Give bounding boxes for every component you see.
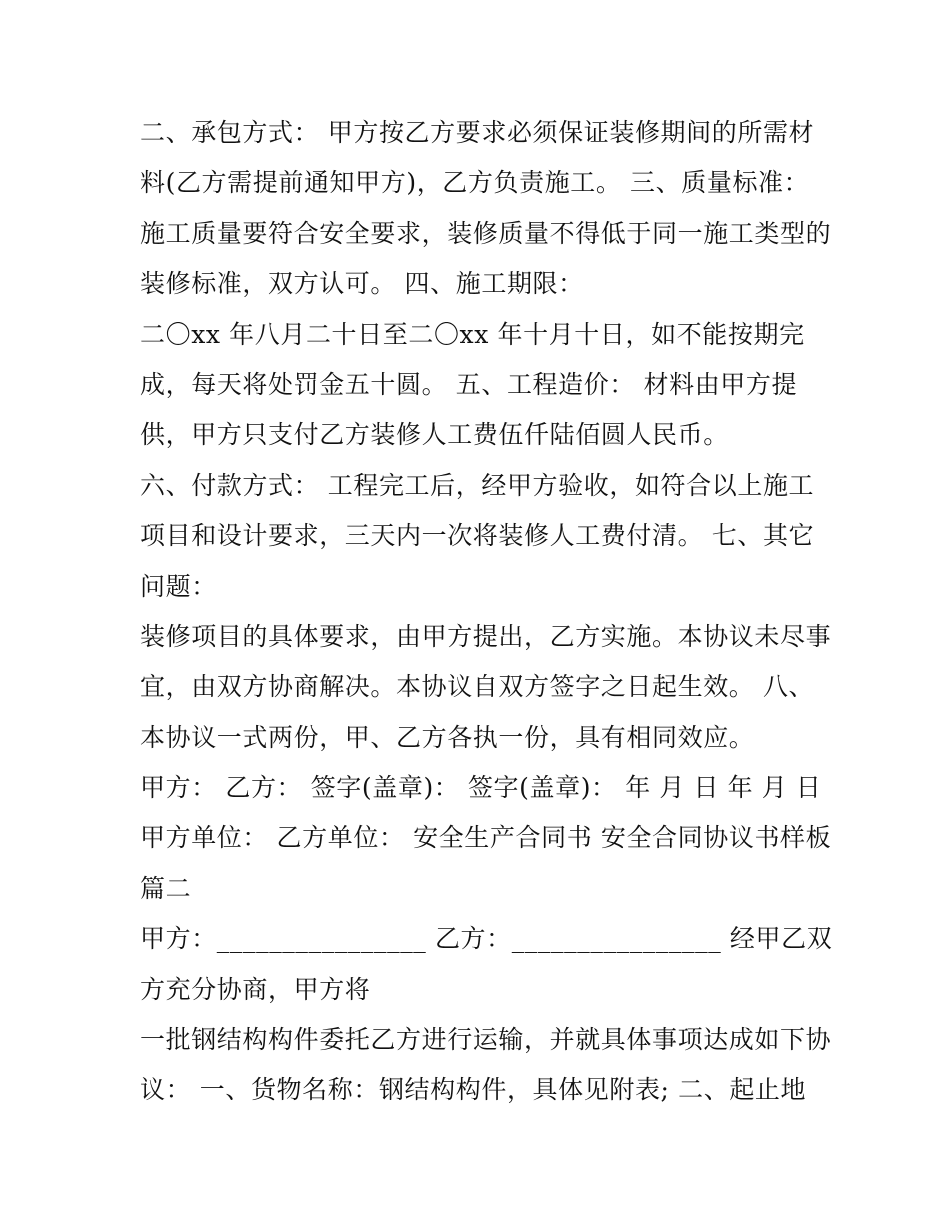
text-line: 宜，由双方协商解决。本协议自双方签字之日起生效。 八、 bbox=[140, 672, 815, 702]
party-line: 甲方：________________ 乙方：________________ 经甲乙双 bbox=[140, 924, 833, 954]
signature-line: 甲方单位： 乙方单位： 安全生产合同书 安全合同协议书样板 bbox=[140, 823, 832, 853]
text-line: 项目和设计要求，三天内一次将装修人工费付清。 七、其它 bbox=[140, 521, 815, 551]
text-line: 二、承包方式： 甲方按乙方要求必须保证装修期间的所需材 bbox=[140, 118, 815, 147]
section-title: 篇二 bbox=[140, 873, 192, 903]
text-line: 方充分协商，甲方将 bbox=[140, 974, 371, 1004]
text-line: 议： 一、货物名称：钢结构构件，具体见附表; 二、起止地 bbox=[140, 1075, 807, 1105]
text-line: 六、付款方式： 工程完工后，经甲方验收，如符合以上施工 bbox=[140, 470, 815, 500]
text-line: 施工质量要符合安全要求，装修质量不得低于同一施工类型的 bbox=[140, 218, 832, 248]
document-body bbox=[140, 108, 840, 1116]
text-line: 二〇xx 年八月二十日至二〇xx 年十月十日，如不能按期完 bbox=[140, 319, 805, 349]
text-line: 装修标准，双方认可。 四、施工期限： bbox=[140, 269, 584, 299]
text-line: 一批钢结构构件委托乙方进行运输，并就具体事项达成如下协 bbox=[140, 1025, 832, 1055]
text-line: 供，甲方只支付乙方装修人工费伍仟陆佰圆人民币。 bbox=[140, 420, 729, 450]
text-line: 料(乙方需提前通知甲方)，乙方负责施工。 三、质量标准： bbox=[140, 168, 810, 198]
text-line: 成，每天将处罚金五十圆。 五、工程造价： 材料由甲方提 bbox=[140, 369, 798, 399]
text-line: 装修项目的具体要求，由甲方提出，乙方实施。本协议未尽事 bbox=[140, 621, 832, 651]
text-line: 问题： bbox=[140, 571, 217, 601]
text-line: 本协议一式两份，甲、乙方各执一份，具有相同效应。 bbox=[140, 722, 755, 752]
signature-line: 甲方： 乙方： 签字(盖章)： 签字(盖章)： 年 月 日 年 月 日 bbox=[140, 773, 822, 803]
